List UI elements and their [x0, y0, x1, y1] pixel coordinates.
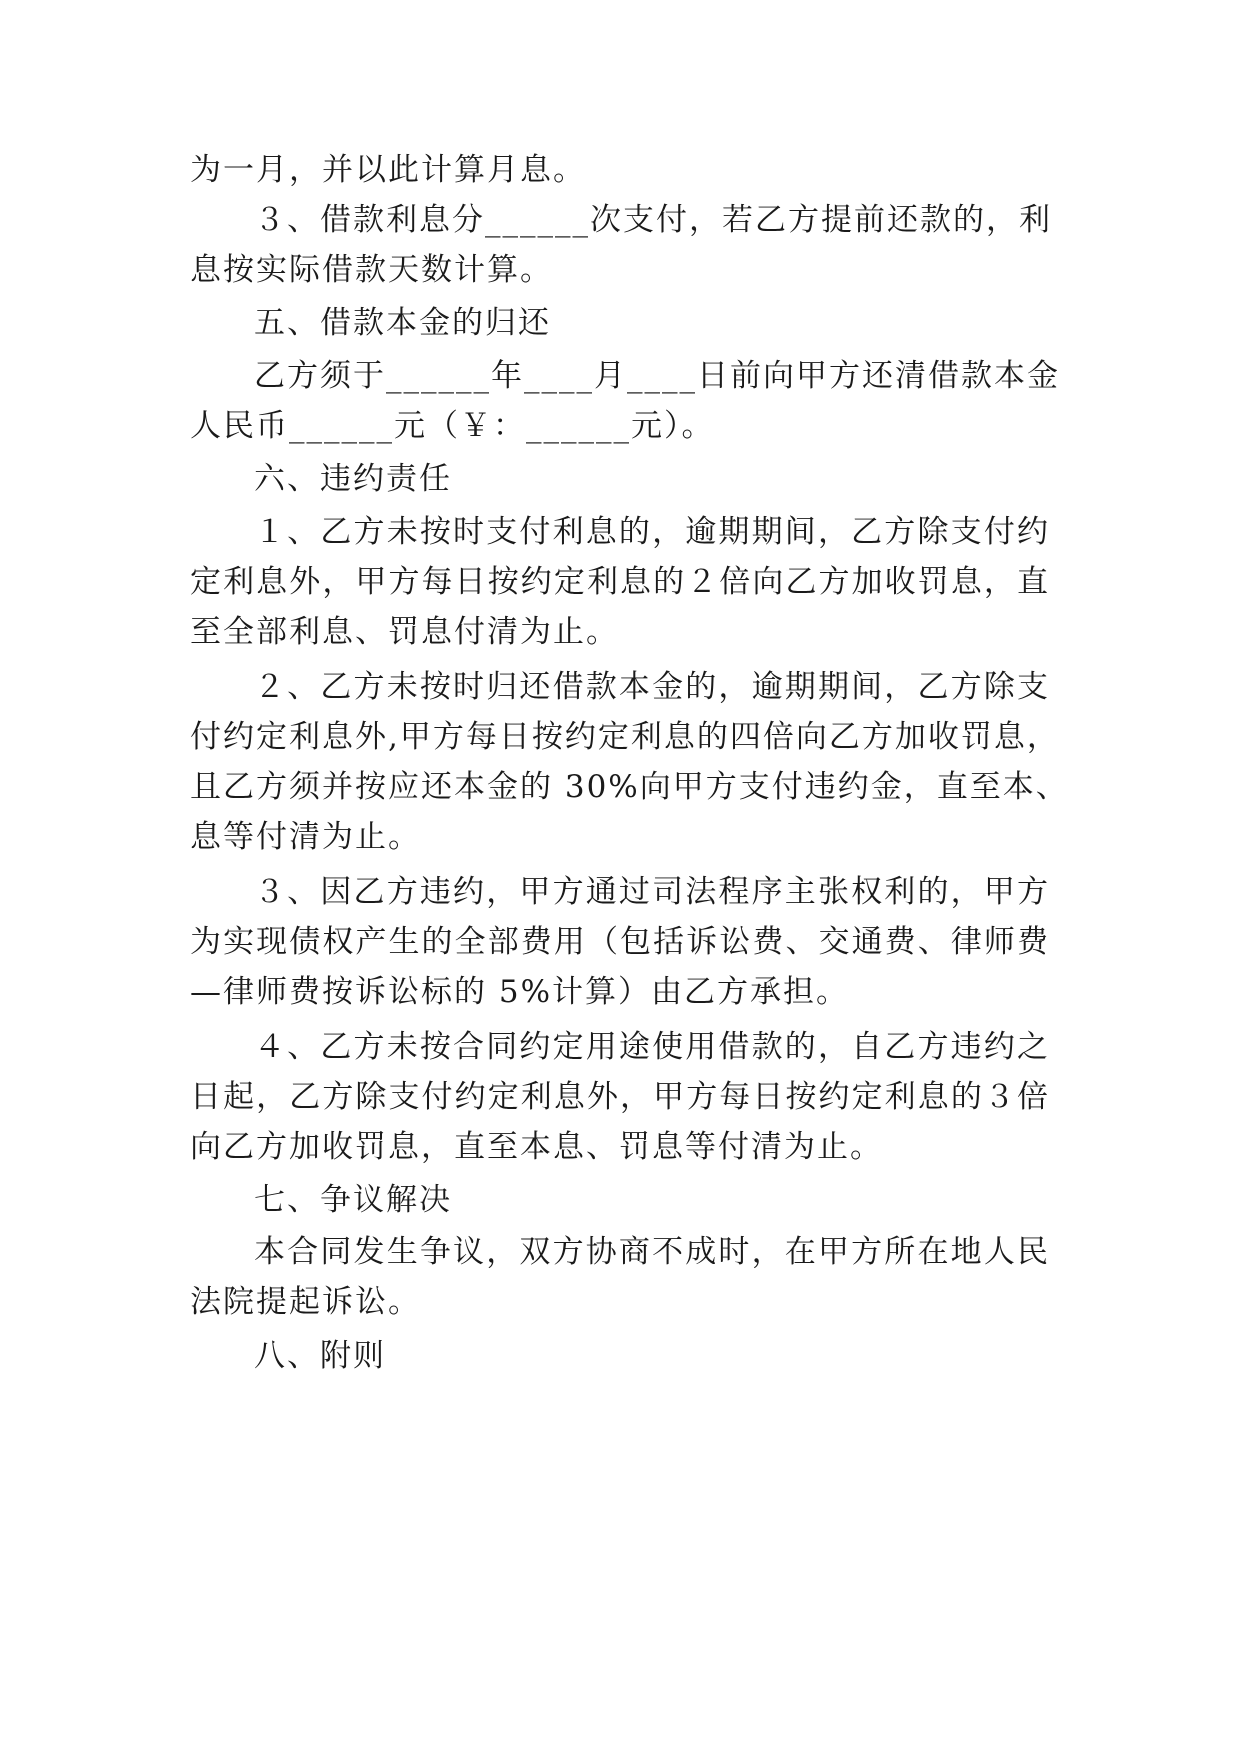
text-line: 为一月，并以此计算月息。: [190, 152, 586, 188]
text-line: 付约定利息外,甲方每日按约定利息的四倍向乙方加收罚息，: [190, 719, 1060, 755]
text-line: 本合同发生争议，双方协商不成时，在甲方所在地人民: [254, 1234, 1050, 1270]
section-heading: 七、争议解决: [254, 1182, 452, 1218]
text-line: 人民币______元（￥：______元）。: [190, 408, 715, 444]
text-line: 法院提起诉讼。: [190, 1284, 421, 1320]
section-heading: 八、附则: [254, 1338, 386, 1374]
text-line: 息按实际借款天数计算。: [190, 252, 553, 288]
text-line: 至全部利息、罚息付清为止。: [190, 614, 619, 650]
text-line: 日起，乙方除支付约定利息外，甲方每日按约定利息的３倍: [190, 1079, 1050, 1115]
text-line: 为实现债权产生的全部费用（包括诉讼费、交通费、律师费: [190, 924, 1050, 960]
text-line: ３、借款利息分______次支付，若乙方提前还款的，利: [254, 202, 1052, 238]
text-line: １、乙方未按时支付利息的，逾期期间，乙方除支付约: [254, 514, 1050, 550]
section-heading: 五、借款本金的归还: [254, 305, 551, 341]
text-line: 定利息外，甲方每日按约定利息的２倍向乙方加收罚息，直: [190, 564, 1050, 600]
text-line: 向乙方加收罚息，直至本息、罚息等付清为止。: [190, 1129, 883, 1165]
text-line: 息等付清为止。: [190, 819, 421, 855]
text-line: ３、因乙方违约，甲方通过司法程序主张权利的，甲方: [254, 874, 1050, 910]
text-line: ２、乙方未按时归还借款本金的，逾期期间，乙方除支: [254, 669, 1050, 705]
text-line: 且乙方须并按应还本金的 30%向甲方支付违约金，直至本、: [190, 769, 1069, 805]
text-line: —律师费按诉讼标的 5%计算）由乙方承担。: [190, 974, 850, 1010]
section-heading: 六、违约责任: [254, 461, 452, 497]
text-line: 乙方须于______年____月____日前向甲方还清借款本金: [254, 358, 1060, 394]
text-line: ４、乙方未按合同约定用途使用借款的，自乙方违约之: [254, 1029, 1050, 1065]
